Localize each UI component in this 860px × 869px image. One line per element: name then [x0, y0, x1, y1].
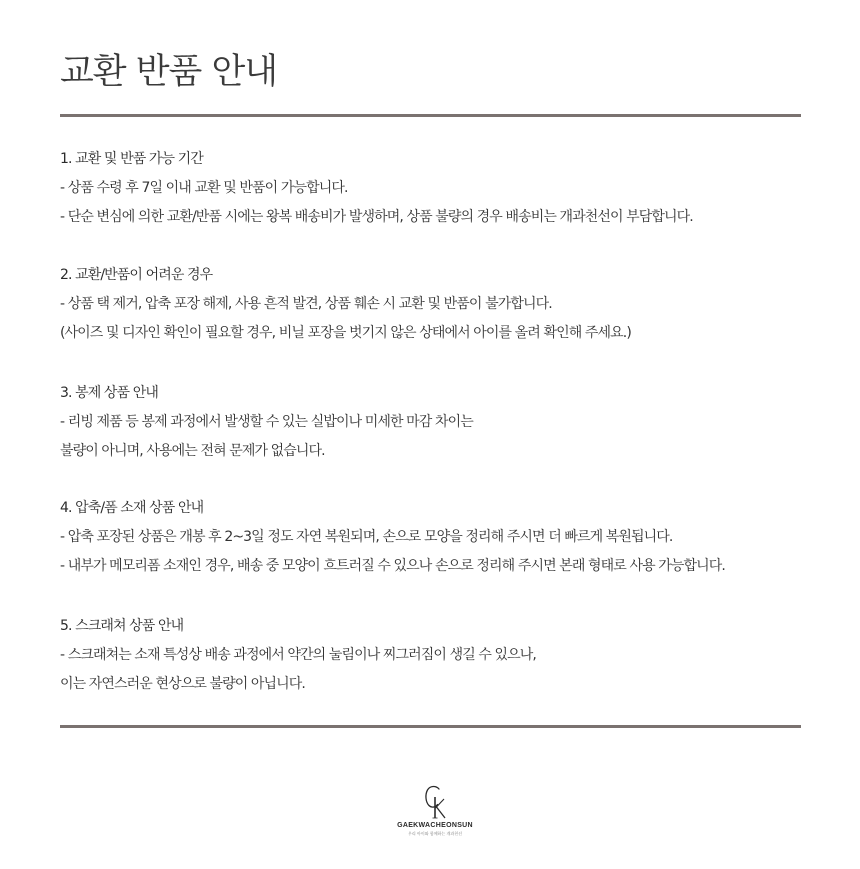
brand-name: GAEKWACHEONSUN	[397, 822, 473, 829]
section-line: (사이즈 및 디자인 확인이 필요할 경우, 비닐 포장을 벗기지 않은 상태에서 아이를 올려 확인해 주세요.)	[60, 325, 631, 341]
section-line: - 리빙 제품 등 봉제 과정에서 발생할 수 있는 실밥이나 미세한 마감 차이는	[60, 414, 473, 430]
section-heading: 3. 봉제 상품 안내	[60, 385, 158, 401]
section-heading: 4. 압축/폼 소재 상품 안내	[60, 500, 204, 516]
section-line: - 스크래쳐는 소재 특성상 배송 과정에서 약간의 눌림이나 찌그러짐이 생길 수 있으나,	[60, 647, 536, 663]
section-non-returnable-cases	[60, 261, 820, 348]
brand-logo	[385, 783, 485, 837]
page-title: 교환 반품 안내	[60, 52, 278, 92]
bottom-divider	[60, 725, 801, 728]
section-scratcher-products	[60, 612, 820, 699]
section-sewing-products	[60, 379, 820, 466]
section-compressed-foam-products	[60, 494, 820, 581]
section-heading: 2. 교환/반품이 어려운 경우	[60, 267, 213, 283]
section-line: - 압축 포장된 상품은 개봉 후 2~3일 정도 자연 복원되며, 손으로 모양을 정리해 주시면 더 빠르게 복원됩니다.	[60, 529, 673, 545]
section-heading: 5. 스크래쳐 상품 안내	[60, 618, 184, 634]
section-line: 불량이 아니며, 사용에는 전혀 문제가 없습니다.	[60, 443, 325, 459]
section-heading: 1. 교환 및 반품 가능 기간	[60, 151, 203, 167]
section-exchange-return-period	[60, 145, 820, 232]
section-line: - 상품 수령 후 7일 이내 교환 및 반품이 가능합니다.	[60, 180, 348, 196]
section-line: - 상품 택 제거, 압축 포장 해제, 사용 흔적 발견, 상품 훼손 시 교환 및 반품이 불가합니다.	[60, 296, 552, 312]
section-line: 이는 자연스러운 현상으로 불량이 아닙니다.	[60, 676, 305, 692]
section-line: - 내부가 메모리폼 소재인 경우, 배송 중 모양이 흐트러질 수 있으나 손으로 정리해 주시면 본래 형태로 사용 가능합니다.	[60, 558, 725, 574]
brand-monogram-icon	[420, 783, 450, 821]
brand-tagline: 우리 아이와 함께하는 개과천선	[407, 831, 463, 836]
section-line: - 단순 변심에 의한 교환/반품 시에는 왕복 배송비가 발생하며, 상품 불량의 경우 배송비는 개과천선이 부담합니다.	[60, 209, 693, 225]
top-divider	[60, 114, 801, 117]
